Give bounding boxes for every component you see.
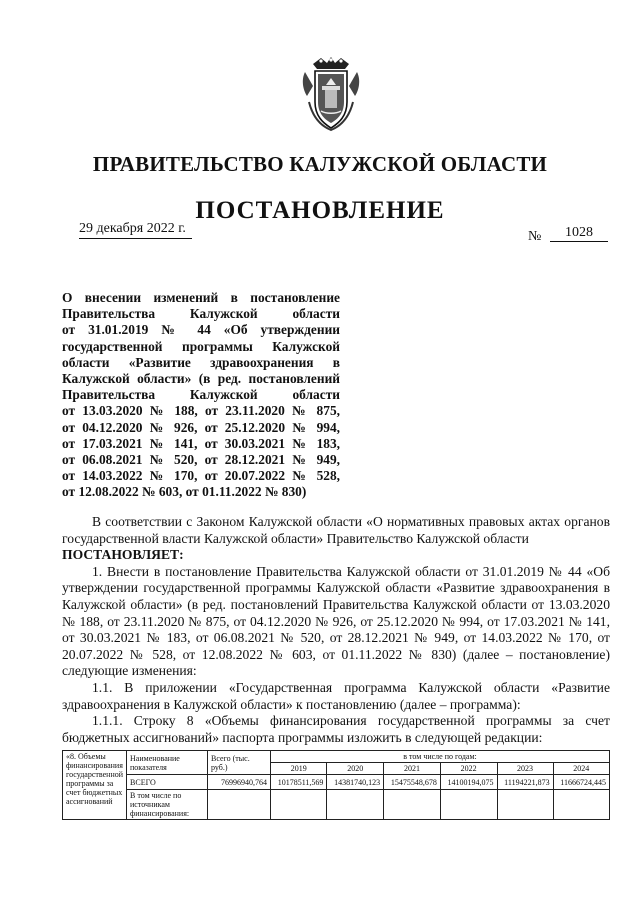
- header-indicator-cell: Наименование показателя: [127, 751, 208, 775]
- empty-cell: [440, 790, 497, 820]
- coat-of-arms-emblem: [301, 56, 361, 132]
- subject-line: от 13.03.2020 № 188, от 23.11.2020 № 875,: [62, 403, 340, 419]
- subject-line: от 12.08.2022 № 603, от 01.11.2022 № 830): [62, 484, 307, 500]
- table-row: [63, 751, 610, 763]
- document-date: 29 декабря 2022 г.: [79, 221, 192, 239]
- financing-table: [62, 750, 610, 820]
- table-row: [63, 775, 610, 790]
- year-header-cell: 2019: [271, 763, 327, 775]
- empty-cell: [208, 790, 271, 820]
- empty-cell: [553, 790, 609, 820]
- subject-line: от 31.01.2019 № 44 «Об утверждении: [62, 322, 340, 338]
- subject-line: Калужской области» (в ред. постановлений: [62, 371, 340, 387]
- subject-line: О внесении изменений в постановление: [62, 290, 340, 305]
- subject-line: государственной программы Калужской: [62, 338, 340, 354]
- year-value-cell: 10178511,569: [271, 775, 327, 790]
- intro-paragraph: В соответствии с Законом Калужской области «О нормативных правовых актах органов государственной власти Калужской области» Правительство Калужской области: [62, 514, 610, 546]
- subject-line: Правительства Калужской области: [62, 387, 340, 403]
- year-value-cell: 11194221,873: [497, 775, 553, 790]
- year-header-cell: 2023: [497, 763, 553, 775]
- item-1-paragraph: 1. Внести в постановление Правительства Калужской области от 31.01.2019 № 44 «Об утверждении государственной программы Калужской области «Развитие здравоохранения в Калужской области» (в ред. постановлений Правительства Калужской области от 13.03.2020 № 188, от 23.11.2020 № 875, от 04.12.2020 № 926, от 25.12.2020 № 994, от 17.03.2021 № 141, от 30.03.2021 № 183, от 06.08.2021 № 520, от 28.12.2021 № 949, от 14.03.2022 № 170, от 20.07.2022 № 528, от 12.08.2022 № 603, от 01.11.2022 № 830) (далее – постановление) следующие изменения:: [62, 563, 610, 679]
- empty-cell: [497, 790, 553, 820]
- subject-line: Правительства Калужской области: [62, 306, 340, 322]
- year-header-cell: 2021: [384, 763, 441, 775]
- resolves-heading: ПОСТАНОВЛЯЕТ:: [62, 547, 184, 563]
- year-value-cell: 14381740,123: [327, 775, 384, 790]
- total-sum-cell: 76996940,764: [208, 775, 271, 790]
- header-years-cell: в том числе по годам:: [271, 751, 610, 763]
- row-title-cell: «8. Объемы финансирования государственной программы за счет бюджетных ассигнований: [63, 751, 127, 820]
- subject-line: от 04.12.2020 № 926, от 25.12.2020 № 994,: [62, 419, 340, 435]
- item-1-1-1-paragraph: 1.1.1. Строку 8 «Объемы финансирования государственной программы за счет бюджетных ассигнований» паспорта программы изложить в следующей редакции:: [62, 713, 610, 745]
- year-header-cell: 2022: [440, 763, 497, 775]
- document-type-title: ПОСТАНОВЛЕНИЕ: [195, 197, 445, 224]
- subject-line: от 14.03.2022 № 170, от 20.07.2022 № 528,: [62, 468, 340, 484]
- empty-cell: [384, 790, 441, 820]
- subject-line: от 06.08.2021 № 520, от 28.12.2021 № 949,: [62, 452, 340, 468]
- document-number: 1028: [550, 225, 608, 242]
- year-header-cell: 2020: [327, 763, 384, 775]
- document-body: [62, 514, 610, 746]
- item-1-1-paragraph: 1.1. В приложении «Государственная программа Калужской области «Развитие здравоохранения в Калужской области» к постановлению (далее – программа):: [62, 679, 610, 712]
- header-total-cell: Всего (тыс. руб.): [208, 751, 271, 775]
- document-subject: [62, 290, 340, 501]
- empty-cell: [327, 790, 384, 820]
- table-row: [63, 790, 610, 820]
- year-header-cell: 2024: [553, 763, 609, 775]
- document-number-label: №: [528, 229, 542, 244]
- year-value-cell: 11666724,445: [553, 775, 609, 790]
- empty-cell: [271, 790, 327, 820]
- total-label-cell: ВСЕГО: [127, 775, 208, 790]
- organization-title: ПРАВИТЕЛЬСТВО КАЛУЖСКОЙ ОБЛАСТИ: [92, 152, 548, 176]
- year-value-cell: 15475548,678: [384, 775, 441, 790]
- year-value-cell: 14100194,075: [440, 775, 497, 790]
- sources-label-cell: В том числе по источникам финансирования:: [127, 790, 208, 820]
- subject-line: от 17.03.2021 № 141, от 30.03.2021 № 183,: [62, 435, 340, 451]
- subject-line: области «Развитие здравоохранения в: [62, 354, 340, 370]
